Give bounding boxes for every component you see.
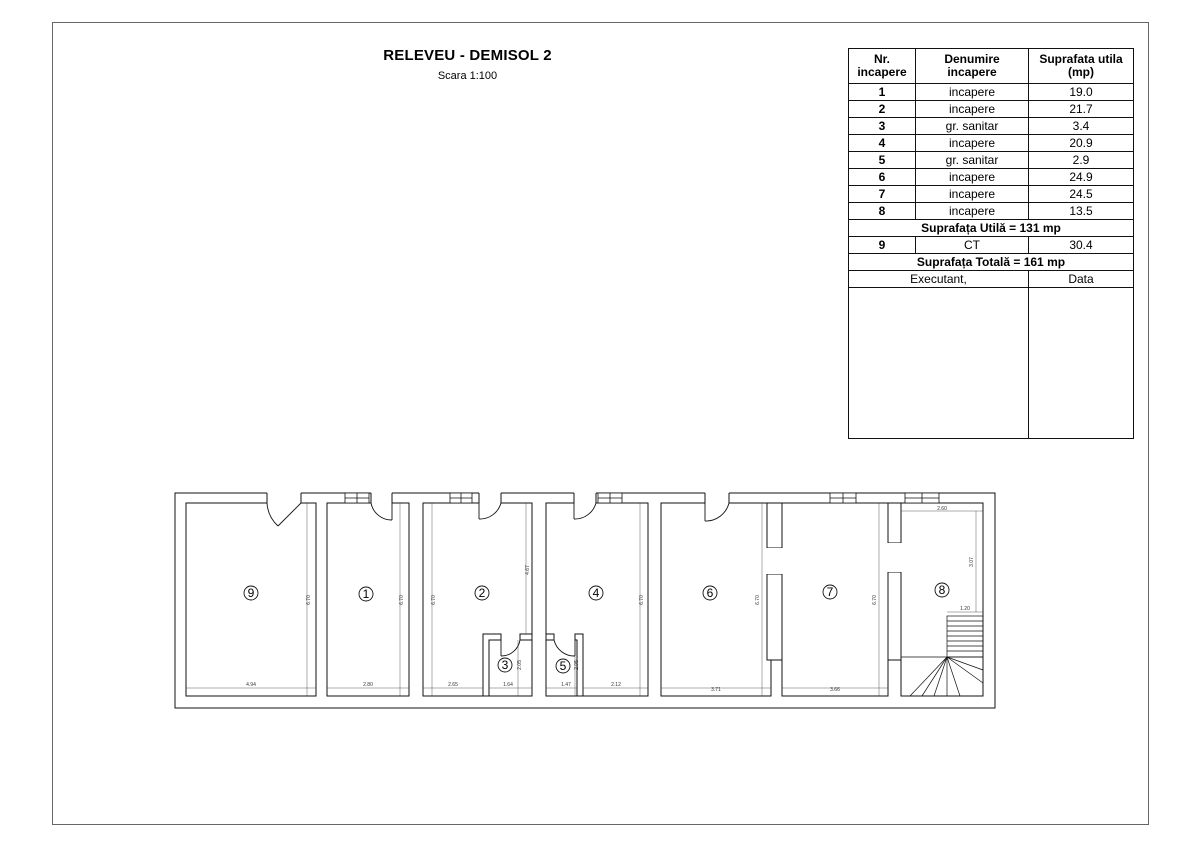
room-number-9: 9 [247,586,255,600]
dim-r4-width: 2.12 [611,682,621,688]
room-number-2: 2 [478,586,486,600]
dim-r7-height: 6.70 [872,595,878,605]
room-number-4: 4 [592,586,600,600]
dim-stair-width: 1.20 [960,606,970,612]
cell-area: 30.4 [1029,237,1134,254]
dim-r2-height: 6.70 [431,595,437,605]
room-number-7: 7 [826,585,834,599]
dim-r9-height: 6.70 [306,595,312,605]
cell-area: 24.9 [1029,169,1134,186]
cell-name: gr. sanitar [916,118,1029,135]
cell-nr: 5 [849,152,916,169]
room-number-3: 3 [501,658,509,672]
cell-area: 24.5 [1029,186,1134,203]
dim-r6-width: 3.71 [711,687,721,693]
cell-name: incapere [916,203,1029,220]
cell-name: incapere [916,84,1029,101]
drawing-title: RELEVEU - DEMISOL 2 [383,47,552,64]
cell-name: incapere [916,169,1029,186]
header-suprafata: Suprafata utila (mp) [1029,49,1134,84]
dim-r8-width: 2.60 [937,506,947,512]
cell-area: 13.5 [1029,203,1134,220]
date-label: Data [1029,271,1134,288]
room-numbers [248,583,946,673]
dim-r2-partial: 4.67 [525,565,531,575]
cell-name: CT [916,237,1029,254]
cell-area: 20.9 [1029,135,1134,152]
dim-r1-width: 2.80 [363,682,373,688]
cell-nr: 3 [849,118,916,135]
cell-name: gr. sanitar [916,152,1029,169]
staircase [901,616,983,696]
room-number-1: 1 [362,587,370,601]
wall-piers [767,503,901,660]
grand-total-text: Suprafața Totală = 161 mp [849,254,1134,271]
header-denumire: Denumire incapere [916,49,1029,84]
cell-nr: 1 [849,84,916,101]
header-nr: Nr. incapere [849,49,916,84]
cell-area: 3.4 [1029,118,1134,135]
cell-nr: 6 [849,169,916,186]
drawing-scale: Scara 1:100 [437,70,498,82]
cell-nr: 9 [849,237,916,254]
cell-name: incapere [916,101,1029,118]
cell-nr: 8 [849,203,916,220]
dim-r7-width: 3.66 [830,687,840,693]
dim-r3-height: 2.05 [517,660,523,670]
cell-area: 2.9 [1029,152,1134,169]
dim-r5-width: 1.47 [561,682,571,688]
cell-area: 19.0 [1029,84,1134,101]
dim-r9-width: 4.94 [246,682,256,688]
dim-r4-height: 6.70 [639,595,645,605]
dim-r1-height: 6.70 [399,595,405,605]
dim-r3-width: 1.64 [503,682,513,688]
cell-nr: 2 [849,101,916,118]
cell-nr: 4 [849,135,916,152]
cell-nr: 7 [849,186,916,203]
cell-name: incapere [916,135,1029,152]
dim-r5-height: 2.05 [574,660,580,670]
room-number-8: 8 [938,583,946,597]
dim-r2-width: 2.65 [448,682,458,688]
room-number-5: 5 [559,659,567,673]
cell-name: incapere [916,186,1029,203]
executant-label: Executant, [849,271,1029,288]
cell-area: 21.7 [1029,101,1134,118]
pier-fill [766,543,902,574]
useful-total-text: Suprafața Utilă = 131 mp [849,220,1134,237]
dim-r6-height: 6.70 [755,595,761,605]
room-number-6: 6 [706,586,714,600]
dim-r8-height: 3.07 [969,557,975,567]
